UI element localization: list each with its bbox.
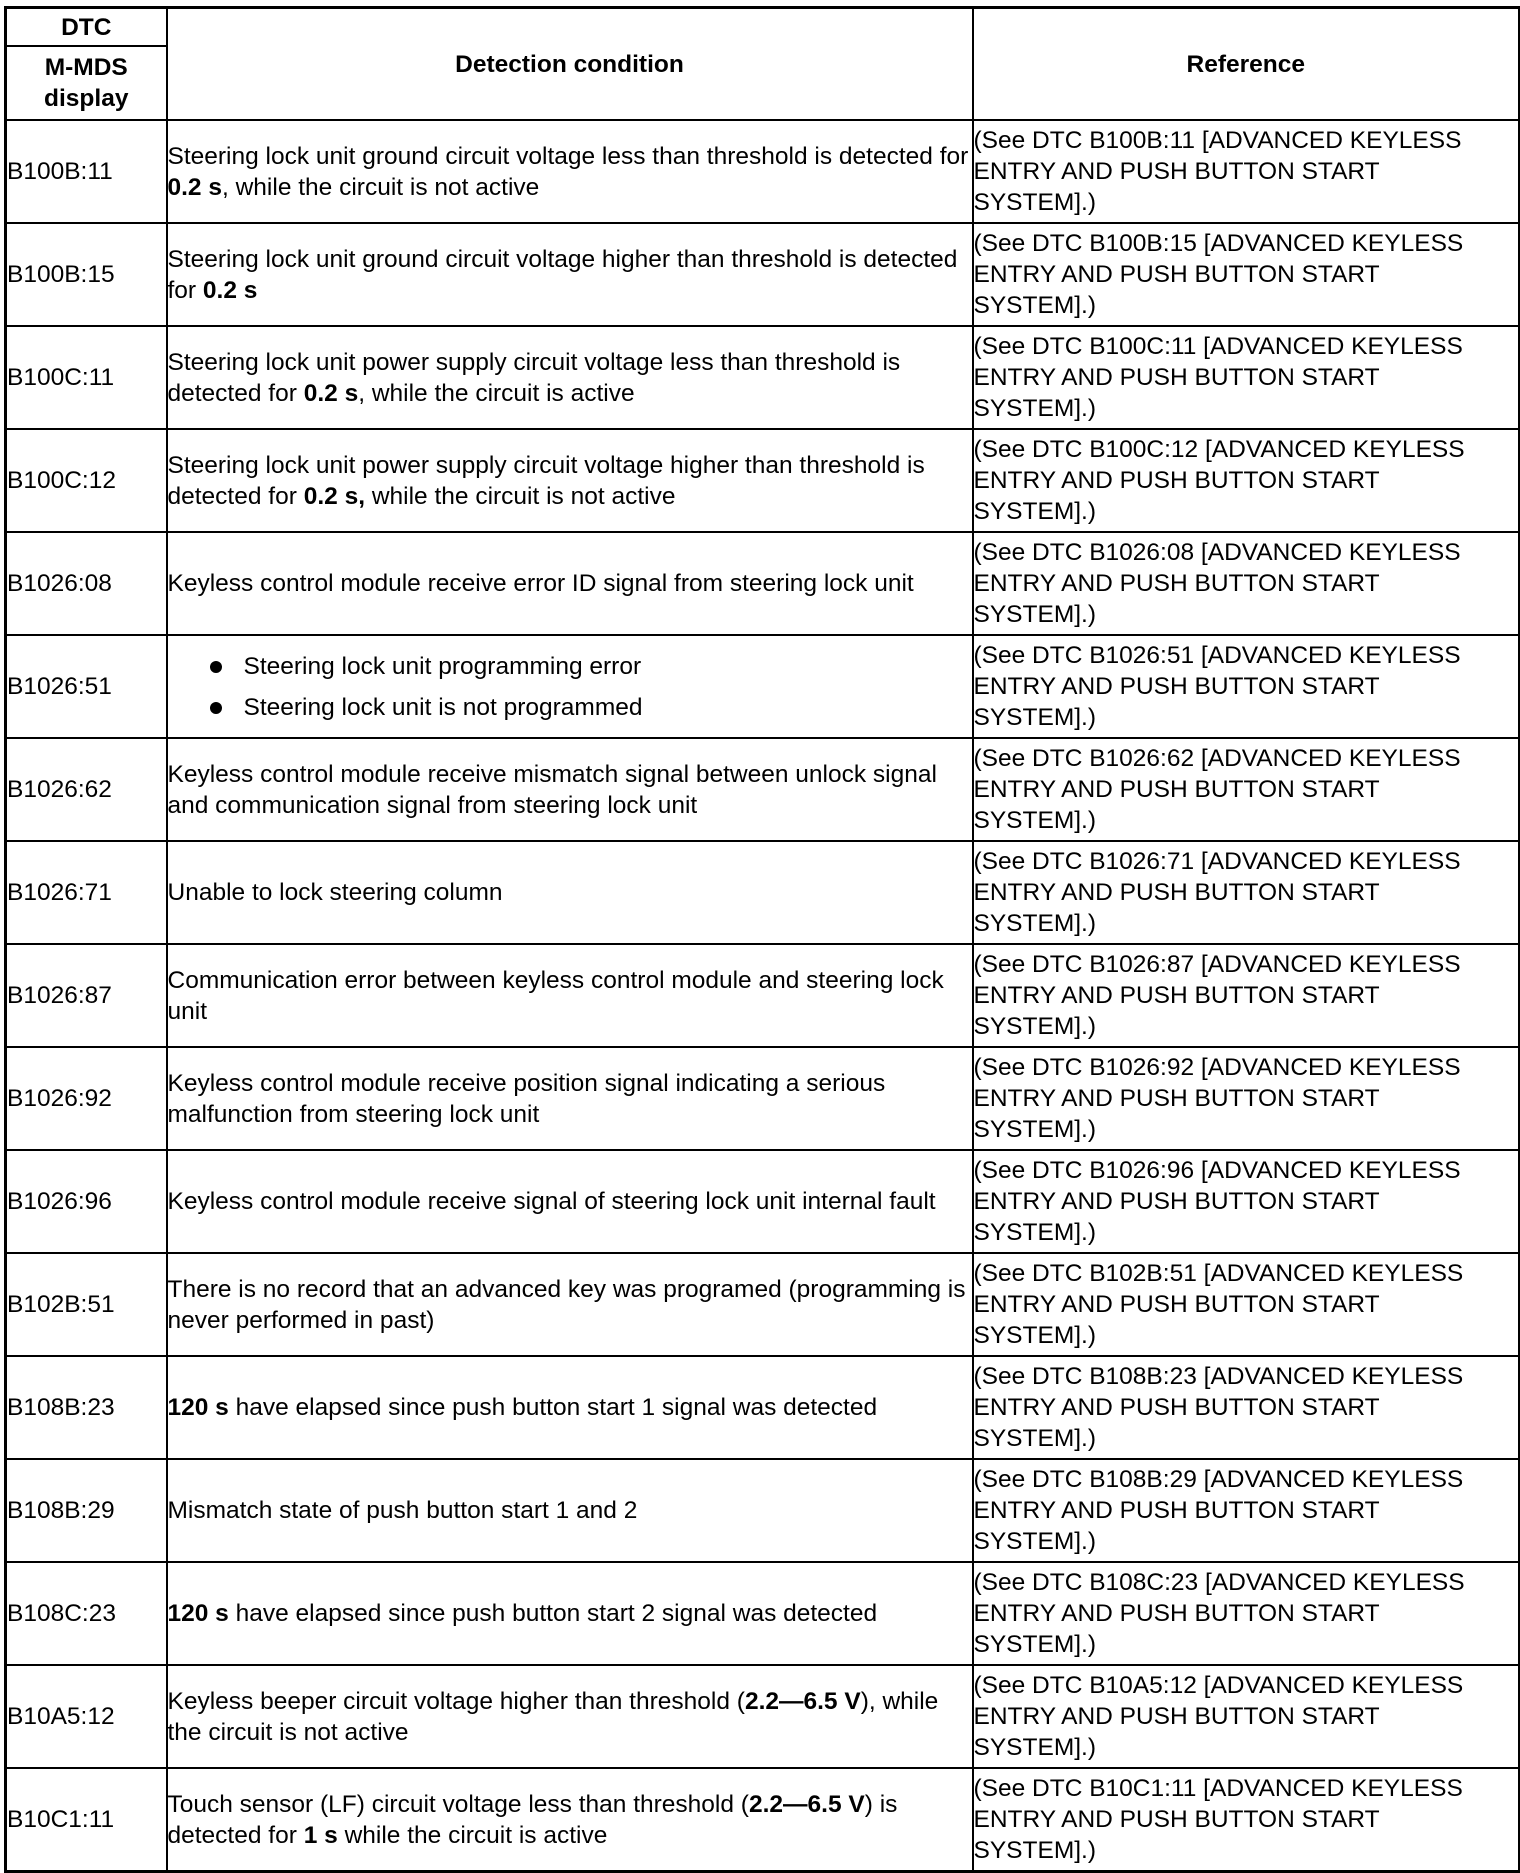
detection-condition: [167, 532, 973, 635]
condition-emphasis: 2.2—6.5 V: [744, 1687, 861, 1715]
table-row: [6, 326, 1520, 429]
detection-condition: [167, 1562, 973, 1665]
reference-line: (See DTC B100B:15 [ADVANCED KEYLESS: [973, 230, 1464, 257]
detection-condition: [167, 944, 973, 1047]
dtc-code: B10A5:12: [6, 1665, 167, 1768]
reference-line: (See DTC B10A5:12 [ADVANCED KEYLESS: [973, 1672, 1464, 1699]
detection-condition: [167, 1253, 973, 1356]
reference-line: (See DTC B108B:29 [ADVANCED KEYLESS: [973, 1466, 1464, 1493]
reference-line: SYSTEM].): [973, 1425, 1097, 1452]
condition-text: Steering lock unit ground circuit voltage less than threshold is detected for: [167, 142, 969, 170]
reference-line: ENTRY AND PUSH BUTTON START: [973, 364, 1380, 391]
reference: [973, 841, 1520, 944]
table-row: [6, 1356, 1520, 1459]
dtc-code: B108B:29: [6, 1459, 167, 1562]
dtc-code: B102B:51: [6, 1253, 167, 1356]
detection-condition: [167, 841, 973, 944]
header-dtc: DTC: [6, 8, 167, 47]
condition-text: Communication error between keyless control module and steering lock unit: [167, 966, 944, 1025]
reference: [973, 1356, 1520, 1459]
reference: [973, 1459, 1520, 1562]
reference-line: (See DTC B1026:08 [ADVANCED KEYLESS: [973, 539, 1461, 566]
dtc-table: [4, 6, 1520, 1873]
reference-line: (See DTC B100C:11 [ADVANCED KEYLESS: [973, 333, 1463, 360]
header-detection-condition: Detection condition: [167, 8, 973, 121]
table-header: [6, 8, 1520, 121]
reference-line: ENTRY AND PUSH BUTTON START: [973, 570, 1380, 597]
reference-line: ENTRY AND PUSH BUTTON START: [973, 1188, 1380, 1215]
bullet-icon: [210, 661, 222, 673]
condition-text: have elapsed since push button start 2 signal was detected: [228, 1600, 878, 1627]
reference: [973, 944, 1520, 1047]
reference: [973, 738, 1520, 841]
bullet-icon: [210, 702, 222, 714]
reference-line: ENTRY AND PUSH BUTTON START: [973, 879, 1380, 906]
condition-text: There is no record that an advanced key was programed (programming is never performed in past): [167, 1275, 966, 1334]
reference-line: SYSTEM].): [973, 1837, 1097, 1864]
table-row: [6, 1047, 1520, 1150]
reference: [973, 1562, 1520, 1665]
reference: [973, 1150, 1520, 1253]
table-body: [6, 120, 1520, 1872]
reference-line: ENTRY AND PUSH BUTTON START: [973, 158, 1380, 185]
reference-line: (See DTC B1026:71 [ADVANCED KEYLESS: [973, 848, 1461, 875]
reference-line: (See DTC B10C1:11 [ADVANCED KEYLESS: [973, 1775, 1463, 1802]
dtc-code: B1026:51: [6, 635, 167, 738]
reference-line: (See DTC B108B:23 [ADVANCED KEYLESS: [973, 1363, 1464, 1390]
condition-emphasis: 1 s: [303, 1821, 338, 1849]
table-row: [6, 1459, 1520, 1562]
table-row: [6, 1665, 1520, 1768]
condition-emphasis: 0.2 s: [303, 379, 359, 407]
reference-line: SYSTEM].): [973, 395, 1097, 422]
reference-line: ENTRY AND PUSH BUTTON START: [973, 1600, 1380, 1627]
condition-bullet-text: Steering lock unit is not programmed: [243, 693, 643, 721]
detection-condition: [167, 1356, 973, 1459]
condition-emphasis: 120 s: [167, 1394, 229, 1421]
table-row: [6, 1150, 1520, 1253]
dtc-code: B1026:92: [6, 1047, 167, 1150]
dtc-code: B108B:23: [6, 1356, 167, 1459]
reference: [973, 223, 1520, 326]
dtc-code: B1026:08: [6, 532, 167, 635]
detection-condition: [167, 738, 973, 841]
table-row: [6, 1253, 1520, 1356]
reference-line: SYSTEM].): [973, 189, 1097, 216]
dtc-code: B1026:71: [6, 841, 167, 944]
condition-emphasis: 0.2 s: [202, 276, 258, 304]
reference-line: ENTRY AND PUSH BUTTON START: [973, 1085, 1380, 1112]
dtc-code: B1026:96: [6, 1150, 167, 1253]
reference-line: ENTRY AND PUSH BUTTON START: [973, 467, 1380, 494]
table-row: [6, 944, 1520, 1047]
condition-bullet-text: Steering lock unit programming error: [243, 652, 642, 680]
reference-line: ENTRY AND PUSH BUTTON START: [973, 982, 1380, 1009]
dtc-code: B100B:11: [6, 120, 167, 223]
reference-line: (See DTC B1026:51 [ADVANCED KEYLESS: [973, 642, 1461, 669]
condition-text: ), while the circuit is not active: [167, 1687, 939, 1746]
condition-text: Unable to lock steering column: [167, 879, 503, 906]
condition-text: Steering lock unit power supply circuit voltage less than threshold is detected for: [167, 348, 901, 407]
reference-line: ENTRY AND PUSH BUTTON START: [973, 1394, 1380, 1421]
reference-line: (See DTC B102B:51 [ADVANCED KEYLESS: [973, 1260, 1464, 1287]
reference-line: (See DTC B100B:11 [ADVANCED KEYLESS: [973, 127, 1462, 154]
header-mmds-display: M-MDS display: [6, 46, 167, 120]
reference-line: SYSTEM].): [973, 292, 1097, 319]
reference: [973, 1253, 1520, 1356]
reference: [973, 1665, 1520, 1768]
condition-emphasis: 0.2 s,: [303, 482, 366, 510]
reference-line: SYSTEM].): [973, 1116, 1097, 1143]
reference-line: SYSTEM].): [973, 1631, 1097, 1658]
detection-condition: [167, 635, 973, 738]
dtc-code: B100C:11: [6, 326, 167, 429]
condition-emphasis: 120 s: [167, 1600, 229, 1627]
table-row: [6, 738, 1520, 841]
condition-bullet-item: [168, 651, 972, 682]
detection-condition: [167, 120, 973, 223]
detection-condition: [167, 326, 973, 429]
condition-bullet-item: [168, 692, 972, 723]
table-row: [6, 120, 1520, 223]
condition-text: Touch sensor (LF) circuit voltage less than threshold (: [167, 1790, 749, 1818]
dtc-code: B108C:23: [6, 1562, 167, 1665]
table-row: [6, 223, 1520, 326]
dtc-code: B1026:62: [6, 738, 167, 841]
condition-text: while the circuit is active: [337, 1821, 608, 1849]
reference-line: (See DTC B100C:12 [ADVANCED KEYLESS: [973, 436, 1465, 463]
dtc-code: B100B:15: [6, 223, 167, 326]
reference-line: SYSTEM].): [973, 1322, 1097, 1349]
detection-condition: [167, 1047, 973, 1150]
reference-line: SYSTEM].): [973, 704, 1097, 731]
table-row: [6, 1562, 1520, 1665]
condition-text: Keyless control module receive mismatch signal between unlock signal and communication signal from steering lock unit: [167, 760, 937, 819]
reference-line: (See DTC B108C:23 [ADVANCED KEYLESS: [973, 1569, 1465, 1596]
condition-text: have elapsed since push button start 1 signal was detected: [228, 1394, 878, 1421]
detection-condition: [167, 1459, 973, 1562]
detection-condition: [167, 429, 973, 532]
reference-line: ENTRY AND PUSH BUTTON START: [973, 776, 1380, 803]
reference-line: ENTRY AND PUSH BUTTON START: [973, 1497, 1380, 1524]
table-row: [6, 532, 1520, 635]
dtc-code: B1026:87: [6, 944, 167, 1047]
reference-line: SYSTEM].): [973, 910, 1097, 937]
dtc-code: B10C1:11: [6, 1768, 167, 1872]
table-row: [6, 1768, 1520, 1872]
reference-line: (See DTC B1026:87 [ADVANCED KEYLESS: [973, 951, 1461, 978]
condition-text: Steering lock unit power supply circuit voltage higher than threshold is detected for: [167, 451, 925, 510]
reference-line: ENTRY AND PUSH BUTTON START: [973, 673, 1380, 700]
condition-text: Keyless control module receive signal of steering lock unit internal fault: [167, 1188, 936, 1215]
table-row: [6, 635, 1520, 738]
detection-condition: [167, 223, 973, 326]
condition-emphasis: 0.2 s: [167, 173, 222, 201]
reference-line: SYSTEM].): [973, 601, 1097, 628]
condition-text: Steering lock unit ground circuit voltage higher than threshold is detected for: [167, 245, 958, 304]
reference: [973, 1047, 1520, 1150]
reference: [973, 120, 1520, 223]
reference-line: (See DTC B1026:96 [ADVANCED KEYLESS: [973, 1157, 1461, 1184]
reference-line: SYSTEM].): [973, 498, 1097, 525]
reference-line: SYSTEM].): [973, 807, 1097, 834]
detection-condition: [167, 1768, 973, 1872]
condition-text: ) is detected for: [167, 1790, 898, 1849]
condition-text: Mismatch state of push button start 1 and 2: [167, 1497, 638, 1524]
condition-bullet-list: [168, 651, 972, 723]
condition-text: Keyless control module receive error ID signal from steering lock unit: [167, 570, 914, 597]
reference: [973, 326, 1520, 429]
reference-line: SYSTEM].): [973, 1013, 1097, 1040]
table-row: [6, 841, 1520, 944]
condition-text: , while the circuit is active: [358, 379, 635, 407]
condition-text: while the circuit is not active: [365, 482, 676, 510]
reference: [973, 532, 1520, 635]
condition-text: , while the circuit is not active: [222, 173, 540, 201]
reference: [973, 429, 1520, 532]
dtc-code: B100C:12: [6, 429, 167, 532]
reference-line: SYSTEM].): [973, 1219, 1097, 1246]
reference-line: (See DTC B1026:92 [ADVANCED KEYLESS: [973, 1054, 1461, 1081]
reference-line: ENTRY AND PUSH BUTTON START: [973, 261, 1380, 288]
reference-line: SYSTEM].): [973, 1734, 1097, 1761]
condition-text: Keyless beeper circuit voltage higher than threshold (: [167, 1687, 745, 1715]
reference-line: SYSTEM].): [973, 1528, 1097, 1555]
condition-emphasis: 2.2—6.5 V: [748, 1790, 865, 1818]
reference-line: ENTRY AND PUSH BUTTON START: [973, 1703, 1380, 1730]
table-row: [6, 429, 1520, 532]
detection-condition: [167, 1150, 973, 1253]
reference-line: ENTRY AND PUSH BUTTON START: [973, 1291, 1380, 1318]
reference-line: (See DTC B1026:62 [ADVANCED KEYLESS: [973, 745, 1461, 772]
reference: [973, 1768, 1520, 1872]
header-reference: Reference: [973, 8, 1520, 121]
reference-line: ENTRY AND PUSH BUTTON START: [973, 1806, 1380, 1833]
reference: [973, 635, 1520, 738]
detection-condition: [167, 1665, 973, 1768]
condition-text: Keyless control module receive position signal indicating a serious malfunction from steering lock unit: [167, 1069, 886, 1128]
